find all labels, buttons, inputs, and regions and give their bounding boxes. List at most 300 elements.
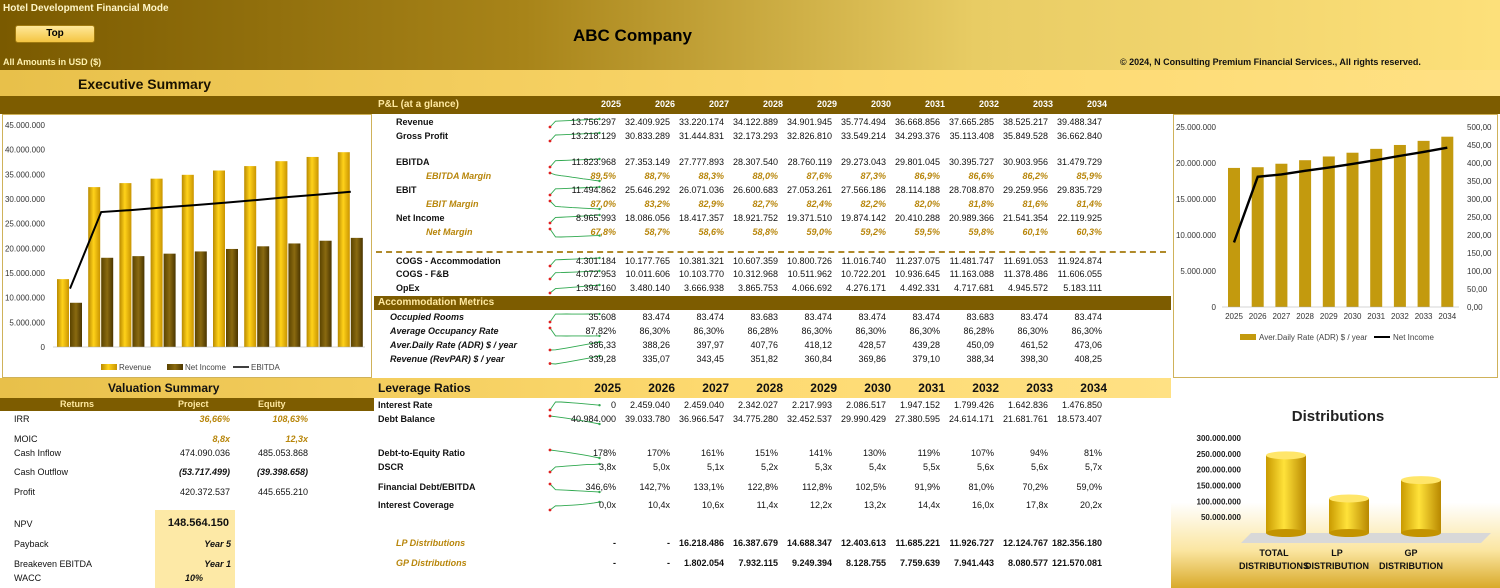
accom-label-1: Average Occupancy Rate: [390, 326, 499, 336]
dist-cell-0-9: 182.356.180: [1051, 538, 1102, 548]
dist-label-0: LP Distributions: [396, 538, 466, 548]
pl-cell-4-5: 27.566.186: [840, 185, 886, 195]
lev-cell-5-4: 12,2x: [809, 500, 832, 510]
company-name: ABC Company: [572, 26, 692, 45]
val-equity-1: 12,3x: [285, 434, 308, 444]
lev-cell-3-6: 5,5x: [922, 462, 940, 472]
chart3-xlabel-1-1: DISTRIBUTION: [1305, 561, 1369, 571]
chart3-xlabel-1-0: LP: [1331, 548, 1343, 558]
lev-year-2034: 2034: [1080, 381, 1107, 395]
lev-cell-3-8: 5,6x: [1030, 462, 1048, 472]
val-equity-4: 445.655.210: [257, 487, 308, 497]
pl-cell-6-4: 19.371.510: [786, 213, 832, 223]
payback-label: Payback: [14, 539, 49, 549]
pl-label-4: EBIT: [396, 185, 417, 195]
chart1-ytick-8: 40.000.000: [4, 145, 45, 155]
chart1-ytick-2: 10.000.000: [4, 293, 45, 303]
lev-cell-3-7: 5,6x: [976, 462, 994, 472]
lev-cell-4-5: 102,5%: [855, 482, 886, 492]
cost-label-1: COGS - F&B: [396, 269, 449, 279]
breakeven-label: Breakeven EBITDA: [14, 559, 93, 569]
lev-cell-2-2: 161%: [700, 448, 724, 458]
pl-divider: [376, 251, 1166, 253]
chart1-ytick-3: 15.000.000: [4, 269, 45, 278]
top-button[interactable]: Top: [15, 25, 95, 43]
chart1-legend-0: Revenue: [119, 363, 152, 372]
chart3-bar-2: [1401, 480, 1441, 533]
accom-label-3: Revenue (RevPAR) $ / year: [390, 354, 505, 364]
pl-label-3: EBITDA Margin: [426, 171, 492, 181]
pl-year-2028: 2028: [762, 99, 783, 109]
lev-year-2028: 2028: [756, 381, 783, 395]
pl-table: [374, 114, 1171, 296]
accom-cell-0-2: 83.474: [696, 312, 724, 322]
pl-cell-7-7: 59,8%: [968, 227, 994, 237]
pl-title: P&L (at a glance): [378, 99, 459, 110]
valuation-title: Valuation Summary: [108, 381, 220, 395]
chart2-ytick-4: 20.000.000: [1175, 159, 1216, 168]
chart1-netincome-bar-2027: [132, 256, 144, 347]
pl-cell-4-7: 28.708.870: [948, 185, 994, 195]
wacc-label: WACC: [14, 573, 42, 583]
lev-cell-4-6: 91,9%: [914, 482, 940, 492]
chart1-netincome-bar-2031: [257, 246, 269, 347]
accom-table: [374, 310, 1171, 378]
lev-cell-4-2: 133,1%: [693, 482, 724, 492]
pl-cell-7-3: 58,8%: [752, 227, 778, 237]
pl-cell-7-4: 59,0%: [806, 227, 832, 237]
pl-label-0: Revenue: [396, 117, 434, 127]
val-project-3: (53.717.499): [178, 467, 230, 477]
accom-cell-2-6: 439,28: [912, 340, 940, 350]
pl-cell-5-3: 82,7%: [752, 199, 778, 209]
chart2-adr-bar-2025: [1228, 168, 1240, 307]
adr-net-income-chart: [1174, 115, 1499, 379]
lower-band: [0, 378, 1171, 398]
lev-label-5: Interest Coverage: [378, 500, 455, 510]
accom-cell-0-0: 35.608: [588, 312, 616, 322]
chart3-ytick-4: 250.000.000: [1196, 449, 1241, 459]
pl-cell-1-8: 35.849.528: [1002, 131, 1048, 141]
payback-value: Year 5: [204, 539, 231, 549]
lev-cell-0-6: 1.947.152: [899, 400, 940, 410]
pl-cell-0-9: 39.488.347: [1056, 117, 1102, 127]
chart2-xtick-2027: 2027: [1272, 312, 1291, 321]
pl-cell-2-9: 31.479.729: [1056, 157, 1102, 167]
dist-cell-1-6: 7.759.639: [899, 558, 940, 568]
header-banner: [0, 0, 1500, 70]
cost-cell-0-5: 11.016.740: [841, 256, 886, 266]
cost-cell-2-6: 4.492.331: [899, 283, 940, 293]
project-header: Project: [178, 399, 209, 409]
chart2-legend-1: Net Income: [1393, 333, 1434, 342]
accom-cell-2-0: 386,33: [588, 340, 616, 350]
chart2-y2tick-8: 400,00: [1467, 159, 1492, 168]
pl-cell-6-8: 21.541.354: [1002, 213, 1048, 223]
chart3-xlabel-2-0: GP: [1404, 548, 1418, 558]
lev-cell-0-5: 2.086.517: [845, 400, 886, 410]
chart3-ytick-3: 200.000.000: [1196, 465, 1241, 475]
pl-cell-7-9: 60,3%: [1076, 227, 1102, 237]
pl-cell-0-3: 34.122.889: [732, 117, 778, 127]
pl-cell-3-5: 87,3%: [860, 171, 886, 181]
pl-cell-4-8: 29.259.956: [1002, 185, 1048, 195]
val-label-2: Cash Inflow: [14, 448, 62, 458]
pl-cell-0-7: 37.665.285: [948, 117, 994, 127]
cost-cell-1-4: 10.511.962: [787, 269, 832, 279]
pl-cell-5-0: 87,0%: [590, 199, 616, 209]
pl-cell-5-1: 83,2%: [644, 199, 670, 209]
distribution-table: [374, 530, 1171, 588]
chart2-xtick-2031: 2031: [1367, 312, 1386, 321]
dist-cell-1-2: 1.802.054: [683, 558, 724, 568]
val-project-1: 8,8x: [212, 434, 230, 444]
accom-cell-3-7: 388,34: [966, 354, 994, 364]
accom-cell-1-8: 86,30%: [1017, 326, 1048, 336]
cost-cell-2-2: 3.666.938: [683, 283, 724, 293]
pl-cell-0-4: 34.901.945: [786, 117, 832, 127]
val-project-2: 474.090.036: [179, 448, 230, 458]
accom-cell-1-6: 86,30%: [909, 326, 940, 336]
amounts-label: All Amounts in USD ($): [3, 57, 102, 67]
lev-label-1: Debt Balance: [378, 414, 436, 424]
chart1-legend-1: Net Income: [185, 363, 226, 372]
pl-label-1: Gross Profit: [396, 131, 449, 141]
pl-cell-0-8: 38.525.217: [1002, 117, 1048, 127]
wacc-value: 10%: [184, 573, 203, 583]
pl-year-2032: 2032: [978, 99, 999, 109]
cost-cell-0-3: 10.607.359: [732, 256, 778, 266]
accom-cell-1-3: 86,28%: [747, 326, 778, 336]
chart1-ytick-7: 35.000.000: [4, 170, 45, 180]
pl-cell-7-1: 58,7%: [644, 227, 670, 237]
chart2-y2tick-0: 0,00: [1467, 303, 1483, 312]
chart2-xtick-2025: 2025: [1225, 312, 1243, 321]
pl-cell-3-6: 86,9%: [914, 171, 940, 181]
lev-cell-1-7: 24.614.171: [948, 414, 994, 424]
pl-cell-1-6: 34.293.376: [894, 131, 940, 141]
chart2-y2tick-2: 100,00: [1467, 267, 1492, 276]
pl-cell-3-9: 85,9%: [1076, 171, 1102, 181]
chart1-revenue-bar-2028: [151, 179, 163, 347]
dist-cell-0-5: 12.403.613: [840, 538, 886, 548]
pl-year-2031: 2031: [924, 99, 945, 109]
chart2-adr-bar-2034: [1441, 137, 1453, 307]
cost-cell-0-4: 10.800.726: [786, 256, 832, 266]
lev-cell-3-2: 5,1x: [706, 462, 724, 472]
accom-cell-3-8: 398,30: [1020, 354, 1048, 364]
exec-summary-band: [0, 70, 1500, 96]
pl-cell-6-2: 18.417.357: [678, 213, 724, 223]
cost-cell-0-0: 4.301.184: [575, 256, 616, 266]
pl-cell-3-8: 86,2%: [1022, 171, 1048, 181]
chart1-ytick-9: 45.000.000: [4, 121, 45, 130]
chart3-bar-top-1: [1329, 494, 1369, 502]
lev-cell-3-5: 5,4x: [868, 462, 886, 472]
dist-cell-1-8: 8.080.577: [1007, 558, 1048, 568]
lev-year-2026: 2026: [648, 381, 675, 395]
accom-cell-1-2: 86,30%: [693, 326, 724, 336]
left-chart-strip: [0, 96, 374, 114]
chart2-adr-bar-2033: [1418, 141, 1430, 307]
pl-cell-7-2: 58,6%: [698, 227, 724, 237]
chart1-revenue-bar-2027: [119, 183, 131, 347]
accom-cell-1-7: 86,28%: [963, 326, 994, 336]
lev-cell-0-7: 1.799.426: [953, 400, 994, 410]
pl-cell-4-9: 29.835.729: [1056, 185, 1102, 195]
chart2-ytick-5: 25.000.000: [1175, 123, 1216, 132]
pl-year-2027: 2027: [708, 99, 729, 109]
lev-cell-2-6: 119%: [917, 448, 940, 458]
lev-cell-3-4: 5,3x: [814, 462, 832, 472]
pl-cell-2-3: 28.307.540: [732, 157, 778, 167]
pl-cell-2-0: 11.823.968: [571, 157, 616, 167]
chart2-xtick-2032: 2032: [1391, 312, 1409, 321]
lev-year-2030: 2030: [864, 381, 891, 395]
lev-cell-1-4: 32.452.537: [786, 414, 832, 424]
cost-label-0: COGS - Accommodation: [396, 256, 501, 266]
dist-cell-0-6: 11.685.221: [895, 538, 940, 548]
accom-cell-3-6: 379,10: [912, 354, 940, 364]
pl-cell-5-5: 82,2%: [860, 199, 886, 209]
chart3-bar-top-2: [1401, 476, 1441, 484]
chart2-ytick-1: 5.000.000: [1180, 267, 1216, 276]
pl-cell-0-0: 13.756.297: [570, 117, 616, 127]
chart2-legend-swatch-0: [1240, 334, 1256, 340]
cost-cell-2-3: 3.865.753: [737, 283, 778, 293]
cost-cell-0-9: 11.924.874: [1057, 256, 1102, 266]
pl-cell-6-7: 20.989.366: [948, 213, 994, 223]
accom-cell-1-0: 87,82%: [585, 326, 616, 336]
pl-cell-3-7: 86,6%: [968, 171, 994, 181]
lev-cell-4-0: 346,6%: [585, 482, 616, 492]
pl-cell-4-3: 26.600.683: [732, 185, 778, 195]
lev-cell-4-1: 142,7%: [639, 482, 670, 492]
lev-cell-2-9: 81%: [1083, 448, 1102, 458]
cost-cell-1-8: 11.378.486: [1003, 269, 1048, 279]
chart3-title: Distributions: [1291, 408, 1385, 425]
lev-cell-1-1: 39.033.780: [624, 414, 670, 424]
pl-cell-4-6: 28.114.188: [895, 185, 940, 195]
lev-cell-1-0: 40.984.000: [570, 414, 616, 424]
pl-cell-1-4: 32.826.810: [786, 131, 832, 141]
lev-cell-1-3: 34.775.280: [732, 414, 778, 424]
val-equity-3: (39.398.658): [256, 467, 308, 477]
lev-cell-4-8: 70,2%: [1022, 482, 1048, 492]
lev-cell-3-0: 3,8x: [598, 462, 616, 472]
chart2-ytick-3: 15.000.000: [1175, 195, 1216, 204]
pl-cell-2-5: 29.273.043: [840, 157, 886, 167]
chart1-netincome-bar-2030: [226, 249, 238, 347]
dist-cell-1-3: 7.932.115: [738, 558, 778, 568]
pl-cell-4-0: 11.494.862: [571, 185, 616, 195]
accom-cell-2-3: 407,76: [750, 340, 778, 350]
chart1-revenue-bar-2025: [57, 279, 69, 347]
chart2-legend-0: Aver.Daily Rate (ADR) $ / year: [1259, 333, 1368, 342]
lev-cell-2-4: 141%: [808, 448, 832, 458]
val-label-0: IRR: [14, 414, 30, 424]
chart2-xtick-2026: 2026: [1248, 312, 1267, 321]
chart3-xlabel-2-1: DISTRIBUTION: [1379, 561, 1443, 571]
pl-cell-4-1: 25.646.292: [624, 185, 670, 195]
cost-cell-0-2: 10.381.321: [678, 256, 724, 266]
accom-cell-2-2: 397,97: [696, 340, 724, 350]
pl-year-2033: 2033: [1032, 99, 1053, 109]
pl-cell-3-1: 88,7%: [644, 171, 670, 181]
cost-cell-2-8: 4.945.572: [1007, 283, 1048, 293]
lev-cell-5-6: 14,4x: [917, 500, 940, 510]
pl-cell-0-6: 36.668.856: [894, 117, 940, 127]
val-label-3: Cash Outflow: [14, 467, 69, 477]
chart2-y2tick-1: 50,00: [1467, 285, 1488, 294]
pl-cell-5-7: 81,8%: [968, 199, 994, 209]
cost-cell-1-0: 4.072.953: [575, 269, 616, 279]
lev-label-0: Interest Rate: [378, 400, 433, 410]
accom-cell-2-9: 473,06: [1074, 340, 1102, 350]
lev-cell-1-5: 29.990.429: [840, 414, 886, 424]
val-label-1: MOIC: [14, 434, 38, 444]
chart3-ytick-0: 50.000.000: [1200, 513, 1241, 523]
lev-cell-3-3: 5,2x: [760, 462, 778, 472]
pl-cell-2-2: 27.777.893: [678, 157, 724, 167]
pl-year-2030: 2030: [870, 99, 891, 109]
lev-cell-2-8: 94%: [1029, 448, 1048, 458]
accom-cell-3-1: 335,07: [642, 354, 670, 364]
pl-cell-3-0: 89,5%: [590, 171, 616, 181]
chart3-xlabel-0-1: DISTRIBUTIONS: [1238, 561, 1310, 571]
pl-cell-5-6: 82,0%: [914, 199, 940, 209]
lev-cell-0-4: 2.217.993: [791, 400, 832, 410]
pl-cell-1-7: 35.113.408: [949, 131, 994, 141]
chart2-adr-bar-2029: [1323, 156, 1335, 307]
accom-cell-2-4: 418,12: [804, 340, 832, 350]
cost-cell-1-9: 11.606.055: [1057, 269, 1102, 279]
cost-cell-2-1: 3.480.140: [629, 283, 670, 293]
chart3-ytick-2: 150.000.000: [1196, 481, 1241, 491]
dist-cell-0-7: 11.926.727: [949, 538, 994, 548]
pl-cell-7-8: 60,1%: [1022, 227, 1048, 237]
distributions-chart-panel: [1171, 398, 1500, 588]
pl-cell-1-2: 31.444.831: [678, 131, 724, 141]
cost-cell-0-6: 11.237.075: [895, 256, 940, 266]
breakeven-value: Year 1: [204, 559, 231, 569]
lev-cell-5-0: 0,0x: [598, 500, 616, 510]
pl-cell-6-0: 8.965.993: [575, 213, 616, 223]
chart1-netincome-bar-2034: [351, 238, 363, 347]
dist-cell-1-4: 9.249.394: [791, 558, 832, 568]
cost-cell-2-9: 5.183.111: [1063, 283, 1102, 293]
chart1-netincome-bar-2033: [320, 241, 332, 347]
accom-cell-2-1: 388,26: [642, 340, 670, 350]
lev-cell-0-0: 0: [610, 400, 616, 410]
pl-cell-2-6: 29.801.045: [894, 157, 940, 167]
accom-cell-1-9: 86,30%: [1071, 326, 1102, 336]
chart1-netincome-bar-2032: [288, 243, 300, 347]
chart1-revenue-bar-2026: [88, 187, 100, 347]
lev-cell-0-3: 2.342.027: [737, 400, 778, 410]
pl-cell-0-2: 33.220.174: [678, 117, 724, 127]
lev-cell-5-2: 10,6x: [701, 500, 724, 510]
lev-cell-0-9: 1.476.850: [1061, 400, 1102, 410]
accom-strip: [374, 296, 1171, 310]
pl-cell-0-5: 35.774.494: [840, 117, 886, 127]
pl-year-2025: 2025: [600, 99, 621, 109]
val-project-0: 36,66%: [199, 414, 230, 424]
val-project-4: 420.372.537: [179, 487, 230, 497]
pl-cell-7-5: 59,2%: [860, 227, 886, 237]
pl-cell-1-0: 13.218.129: [570, 131, 616, 141]
cost-cell-1-2: 10.103.770: [678, 269, 724, 279]
chart2-xtick-2034: 2034: [1438, 312, 1457, 321]
dist-cell-1-5: 8.128.755: [845, 558, 886, 568]
accom-cell-3-9: 408,25: [1074, 354, 1102, 364]
revenue-income-chart: [3, 115, 373, 379]
chart1-revenue-bar-2033: [307, 157, 319, 347]
chart3-xlabel-0-0: TOTAL: [1259, 548, 1289, 558]
lev-cell-5-7: 16,0x: [971, 500, 994, 510]
pl-label-5: EBIT Margin: [426, 199, 479, 209]
pl-cell-6-9: 22.119.925: [1057, 213, 1102, 223]
pl-header-strip: [374, 96, 1171, 114]
pl-cell-5-4: 82,4%: [806, 199, 832, 209]
dist-label-1: GP Distributions: [396, 558, 467, 568]
pl-year-2026: 2026: [654, 99, 675, 109]
dist-cell-0-3: 16.387.679: [732, 538, 778, 548]
cost-cell-1-6: 10.936.645: [894, 269, 940, 279]
pl-cell-2-4: 28.760.119: [787, 157, 832, 167]
pl-cell-1-5: 33.549.214: [840, 131, 886, 141]
lev-year-2032: 2032: [972, 381, 999, 395]
accom-cell-1-1: 86,30%: [639, 326, 670, 336]
lev-cell-5-8: 17,8x: [1025, 500, 1048, 510]
cost-cell-0-7: 11.481.747: [949, 256, 994, 266]
chart2-y2tick-5: 250,00: [1467, 213, 1492, 222]
chart1-revenue-bar-2030: [213, 171, 225, 347]
accom-cell-0-1: 83.474: [642, 312, 670, 322]
chart3-bar-top-0: [1266, 451, 1306, 459]
lev-cell-3-1: 5,0x: [652, 462, 670, 472]
lev-cell-1-6: 27.380.595: [894, 414, 940, 424]
lev-cell-5-3: 11,4x: [756, 500, 778, 510]
npv-value: 148.564.150: [167, 517, 229, 529]
cost-cell-0-8: 11.691.053: [1003, 256, 1048, 266]
accom-label-2: Aver.Daily Rate (ADR) $ / year: [390, 340, 518, 350]
copyright-text: © 2024, N Consulting Premium Financial Services., All rights reserved.: [1120, 57, 1421, 67]
chart2-ytick-0: 0: [1211, 303, 1216, 312]
chart3-bar-0: [1266, 455, 1306, 533]
chart1-revenue-bar-2029: [182, 175, 194, 347]
pl-cell-4-4: 27.053.261: [786, 185, 832, 195]
chart1-legend-swatch-0: [101, 364, 117, 370]
accom-cell-2-5: 428,57: [858, 340, 886, 350]
pl-cell-2-1: 27.353.149: [624, 157, 670, 167]
chart2-adr-bar-2032: [1394, 145, 1406, 307]
chart2-xtick-2033: 2033: [1414, 312, 1433, 321]
pl-cell-0-1: 32.409.925: [624, 117, 670, 127]
pl-cell-1-3: 32.173.293: [732, 131, 778, 141]
accom-cell-0-9: 83.474: [1074, 312, 1102, 322]
lev-cell-2-5: 130%: [862, 448, 886, 458]
valuation-col-strip: [0, 398, 374, 411]
pl-cell-6-5: 19.874.142: [840, 213, 886, 223]
distributions-chart: [1171, 398, 1500, 588]
chart1-revenue-bar-2031: [244, 166, 256, 347]
pl-label-7: Net Margin: [426, 227, 473, 237]
chart2-adr-bar-2028: [1299, 160, 1311, 307]
revenue-chart-panel: [2, 114, 372, 378]
lev-cell-1-8: 21.681.761: [1002, 414, 1048, 424]
accom-label-0: Occupied Rooms: [390, 312, 465, 322]
